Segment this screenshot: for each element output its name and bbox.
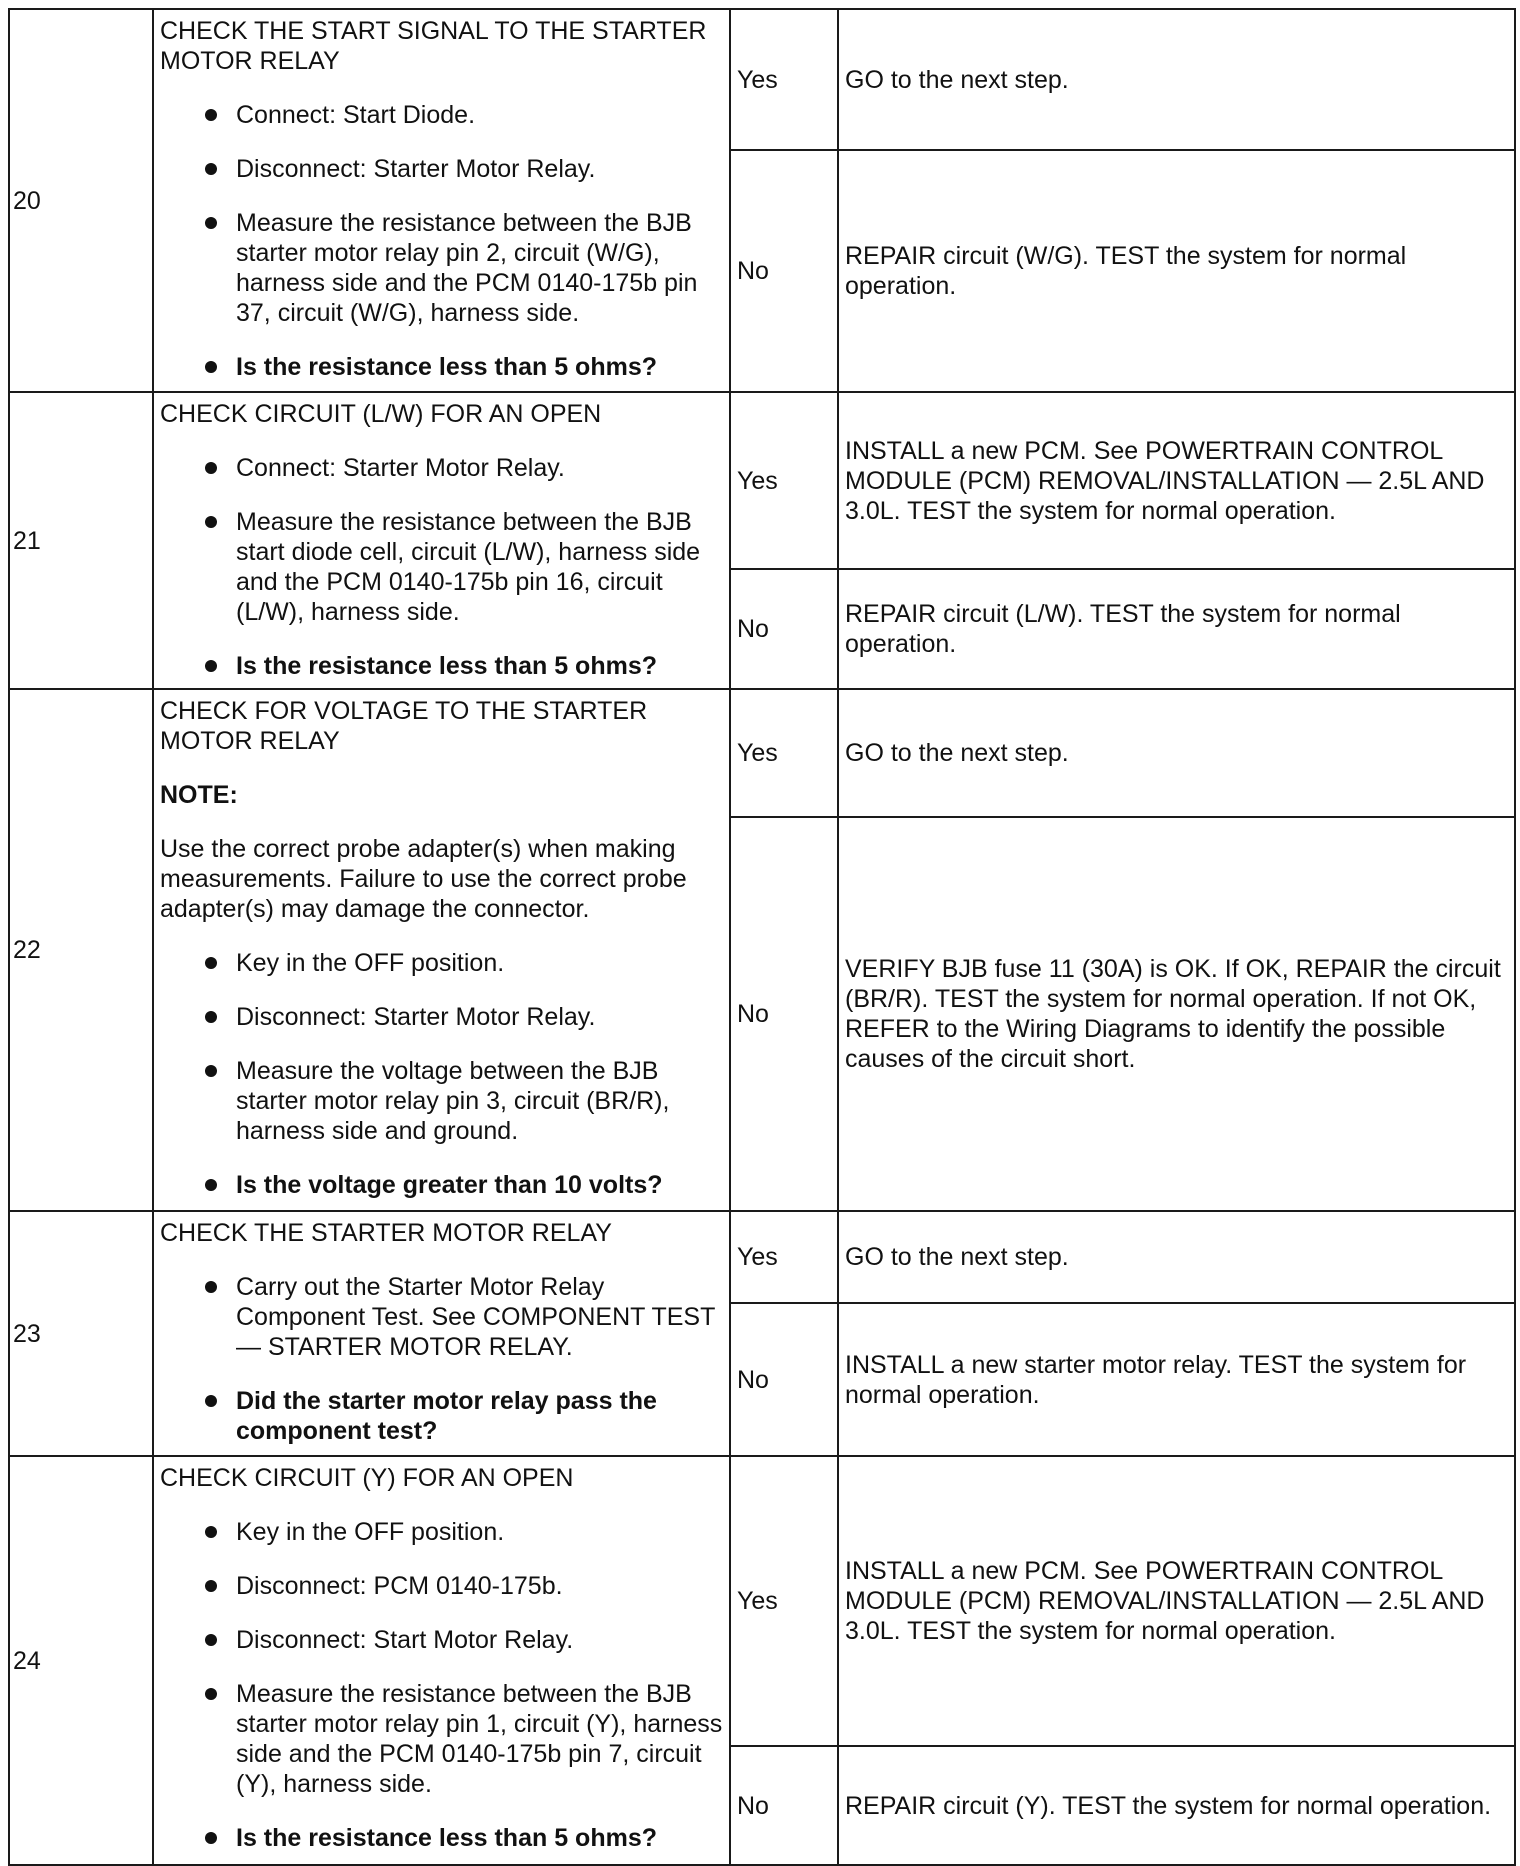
action-item: Key in the OFF position. (160, 948, 723, 978)
result-no: INSTALL a new starter motor relay. TEST the system for normal operation. (838, 1303, 1515, 1456)
note-text: Use the correct probe adapter(s) when making measurements. Failure to use the correct probe adapter(s) may damage the connector. (160, 835, 687, 923)
answer-yes: Yes (730, 392, 838, 569)
action-item: Disconnect: Start Motor Relay. (160, 1625, 723, 1655)
step-action (153, 392, 730, 689)
answer-yes: Yes (730, 1456, 838, 1746)
step-question: Is the resistance less than 5 ohms? (160, 352, 723, 382)
action-item: Disconnect: PCM 0140-175b. (160, 1571, 723, 1601)
result-yes: INSTALL a new PCM. See POWERTRAIN CONTROL MODULE (PCM) REMOVAL/INSTALLATION — 2.5L AND 3.0L. TEST the system for normal operation. (838, 1456, 1515, 1746)
step-number: 20 (9, 9, 153, 392)
action-item: Disconnect: Starter Motor Relay. (160, 154, 723, 184)
answer-yes: Yes (730, 1211, 838, 1303)
answer-no: No (730, 150, 838, 392)
answer-no: No (730, 1746, 838, 1865)
answer-no: No (730, 817, 838, 1211)
result-no: REPAIR circuit (W/G). TEST the system for normal operation. (838, 150, 1515, 392)
step-23-yes-row (9, 1211, 1515, 1303)
action-list (160, 453, 723, 681)
step-number: 23 (9, 1211, 153, 1456)
result-yes: INSTALL a new PCM. See POWERTRAIN CONTROL MODULE (PCM) REMOVAL/INSTALLATION — 2.5L AND 3.0L. TEST the system for normal operation. (838, 392, 1515, 569)
action-item: Measure the voltage between the BJB starter motor relay pin 3, circuit (BR/R), harness side and ground. (160, 1056, 723, 1146)
note-label: NOTE: (160, 781, 238, 809)
action-item: Measure the resistance between the BJB starter motor relay pin 1, circuit (Y), harness side and the PCM 0140-175b pin 7, circuit (Y), harness side. (160, 1679, 723, 1799)
action-list (160, 1517, 723, 1853)
action-item: Connect: Starter Motor Relay. (160, 453, 723, 483)
step-heading: CHECK FOR VOLTAGE TO THE STARTER MOTOR RELAY (160, 697, 648, 755)
action-item: Connect: Start Diode. (160, 100, 723, 130)
action-item: Key in the OFF position. (160, 1517, 723, 1547)
step-question: Did the starter motor relay pass the component test? (160, 1386, 723, 1446)
action-item: Measure the resistance between the BJB starter motor relay pin 2, circuit (W/G), harness side and the PCM 0140-175b pin 37, circuit (W/G), harness side. (160, 208, 723, 328)
step-21-yes-row (9, 392, 1515, 569)
step-number: 24 (9, 1456, 153, 1865)
action-list (160, 948, 723, 1200)
step-action (153, 9, 730, 392)
answer-no: No (730, 1303, 838, 1456)
step-heading: CHECK CIRCUIT (L/W) FOR AN OPEN (160, 400, 602, 428)
answer-yes: Yes (730, 9, 838, 150)
result-yes: GO to the next step. (838, 689, 1515, 817)
step-question: Is the voltage greater than 10 volts? (160, 1170, 723, 1200)
diagnostic-test-table (8, 8, 1514, 1860)
step-heading: CHECK THE START SIGNAL TO THE STARTER MOTOR RELAY (160, 17, 707, 75)
step-heading: CHECK CIRCUIT (Y) FOR AN OPEN (160, 1464, 574, 1492)
result-yes: GO to the next step. (838, 1211, 1515, 1303)
step-22-yes-row (9, 689, 1515, 817)
answer-yes: Yes (730, 689, 838, 817)
step-24-yes-row (9, 1456, 1515, 1746)
action-item: Measure the resistance between the BJB start diode cell, circuit (L/W), harness side and the PCM 0140-175b pin 16, circuit (L/W), harness side. (160, 507, 723, 627)
step-action (153, 1456, 730, 1865)
step-number: 22 (9, 689, 153, 1211)
step-heading: CHECK THE STARTER MOTOR RELAY (160, 1219, 612, 1247)
action-list (160, 1272, 723, 1446)
step-20-yes-row (9, 9, 1515, 150)
pinpoint-test-table (8, 8, 1516, 1866)
step-action (153, 1211, 730, 1456)
result-yes: GO to the next step. (838, 9, 1515, 150)
result-no: VERIFY BJB fuse 11 (30A) is OK. If OK, REPAIR the circuit (BR/R). TEST the system for normal operation. If not OK, REFER to the Wiring Diagrams to identify the possible causes of the circuit short. (838, 817, 1515, 1211)
result-no: REPAIR circuit (L/W). TEST the system for normal operation. (838, 569, 1515, 689)
step-action (153, 689, 730, 1211)
answer-no: No (730, 569, 838, 689)
action-list (160, 100, 723, 382)
step-number: 21 (9, 392, 153, 689)
action-item: Disconnect: Starter Motor Relay. (160, 1002, 723, 1032)
step-question: Is the resistance less than 5 ohms? (160, 1823, 723, 1853)
result-no: REPAIR circuit (Y). TEST the system for normal operation. (838, 1746, 1515, 1865)
action-item: Carry out the Starter Motor Relay Component Test. See COMPONENT TEST — STARTER MOTOR RELAY. (160, 1272, 723, 1362)
step-question: Is the resistance less than 5 ohms? (160, 651, 723, 681)
